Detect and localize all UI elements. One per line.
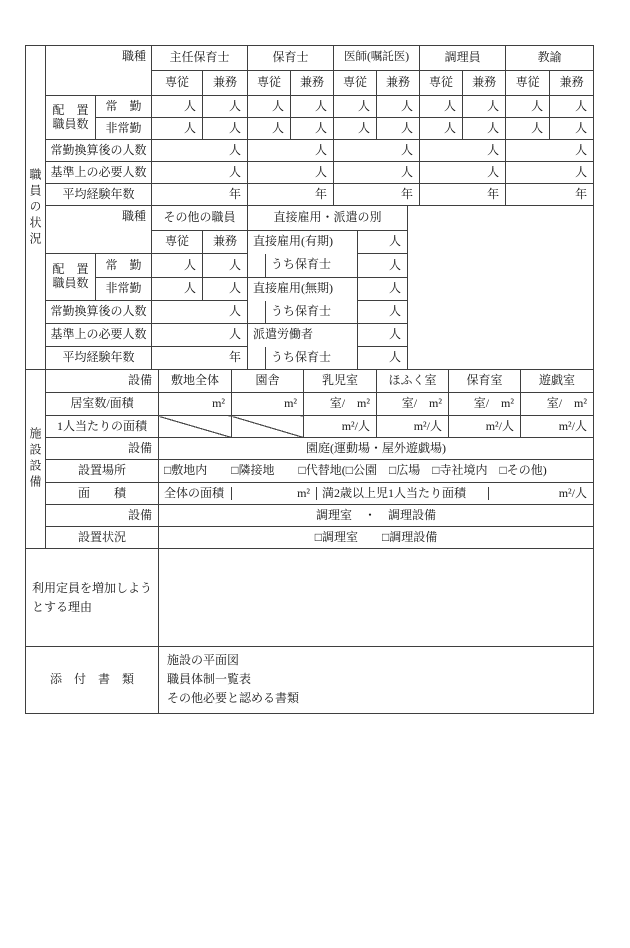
- total-area-value: m²: [232, 487, 317, 501]
- staff-section-cell: [25, 45, 46, 370]
- reason-value-cell: [159, 549, 594, 647]
- facility-col-site: 敷地全体: [159, 370, 232, 393]
- rooms-area-cell: 室/ m²: [377, 393, 449, 416]
- total-area-label: 全体の面積: [159, 487, 232, 501]
- avg-years-row-label: 平均経験年数: [46, 184, 152, 206]
- equipment-header: 設備: [46, 505, 159, 527]
- avg-years-cell: 年: [248, 184, 334, 206]
- garden-cell: 園庭(運動場・屋外遊戯場): [159, 438, 594, 460]
- avg-years-cell: 年: [152, 347, 248, 370]
- job-type-header: 職種: [46, 46, 152, 96]
- required-cell: 人: [248, 162, 334, 184]
- required-cell: 人: [152, 324, 248, 347]
- placement-count-label: 配 置 職員数: [46, 254, 96, 301]
- count-cell: 人: [358, 231, 408, 254]
- facility-col-childcare: 保育室: [449, 370, 521, 393]
- job-type-childcare: 保育士: [248, 46, 334, 71]
- duty-full-header: 専従: [152, 231, 203, 254]
- count-cell: 人: [463, 96, 506, 118]
- facility-section-cell: [25, 369, 46, 549]
- required-row-label: 基準上の必要人数: [46, 324, 152, 347]
- count-cell: 人: [152, 96, 203, 118]
- required-row-label: 基準上の必要人数: [46, 162, 152, 184]
- kitchen-cell: 調理室 ・ 調理設備: [159, 505, 594, 527]
- count-cell: 人: [550, 118, 594, 140]
- job-type-doctor: 医師(嘱託医): [334, 46, 420, 71]
- duty-full-header: 専従: [248, 71, 291, 96]
- reason-row-label: 利用定員を増加しようとする理由: [26, 549, 159, 647]
- job-type-chief: 主任保育士: [152, 46, 248, 71]
- count-cell: 人: [291, 118, 334, 140]
- count-cell: 人: [550, 96, 594, 118]
- count-cell: 人: [358, 347, 408, 370]
- staff-section-label: 職員の状況: [28, 167, 42, 248]
- per-child-area-label: 満2歳以上児1人当たり面積: [317, 487, 489, 501]
- duty-part-header: 兼務: [463, 71, 506, 96]
- duty-part-header: 兼務: [203, 71, 248, 96]
- facility-section-label: 施設設備: [28, 427, 42, 491]
- equipment-header: 設備: [46, 370, 159, 393]
- childcare-subrow-label: うち保育士: [266, 301, 358, 324]
- avg-years-row-label: 平均経験年数: [46, 347, 152, 370]
- count-cell: 人: [291, 96, 334, 118]
- duty-full-header: 専従: [334, 71, 377, 96]
- attachment-item: 職員体制一覧表: [167, 672, 252, 687]
- kitchen-status-options-cell: □調理室 □調理設備: [159, 527, 594, 549]
- emp-dispatch-label: 派遣労働者: [248, 324, 358, 347]
- facility-col-play: 遊戯室: [521, 370, 594, 393]
- attachments-list-cell: [159, 647, 594, 714]
- status-row-label: 設置状況: [46, 527, 159, 549]
- area-cell: m²: [159, 393, 232, 416]
- duty-part-header: 兼務: [550, 71, 594, 96]
- attachment-item: 施設の平面図: [167, 653, 240, 667]
- fulltime-row-label: 常 勤: [96, 96, 152, 118]
- location-row-label: 設置場所: [46, 460, 159, 483]
- count-cell: 人: [203, 96, 248, 118]
- count-cell: 人: [358, 324, 408, 347]
- count-cell: 人: [506, 118, 550, 140]
- childcare-subrow-label: うち保育士: [266, 254, 358, 278]
- count-cell: 人: [334, 96, 377, 118]
- emp-fixed-term-label: 直接雇用(有期): [248, 231, 358, 254]
- count-cell: 人: [248, 96, 291, 118]
- facility-col-crawling: ほふく室: [377, 370, 449, 393]
- emp-permanent-label: 直接雇用(無期): [248, 278, 358, 301]
- employment-blank-cell: [408, 206, 594, 370]
- parttime-row-label: 非常勤: [96, 118, 152, 140]
- diagonal-na-cell: [232, 416, 304, 438]
- rooms-area-cell: 室/ m²: [449, 393, 521, 416]
- per-person-cell: m²/人: [521, 416, 594, 438]
- avg-years-cell: 年: [334, 184, 420, 206]
- duty-full-header: 専従: [506, 71, 550, 96]
- area-cell: m²: [232, 393, 304, 416]
- facility-col-infant: 乳児室: [304, 370, 377, 393]
- bottom-table: [25, 548, 594, 714]
- application-form-table: [25, 45, 593, 710]
- count-cell: 人: [334, 118, 377, 140]
- count-cell: 人: [420, 118, 463, 140]
- childcare-subrow-label: うち保育士: [266, 347, 358, 370]
- fte-cell: 人: [334, 140, 420, 162]
- fte-cell: 人: [420, 140, 506, 162]
- diagonal-na-cell: [159, 416, 232, 438]
- fte-cell: 人: [506, 140, 594, 162]
- count-cell: 人: [358, 278, 408, 301]
- employment-type-header: 直接雇用・派遣の別: [248, 206, 408, 231]
- count-cell: 人: [377, 96, 420, 118]
- count-cell: 人: [248, 118, 291, 140]
- rooms-area-cell: 室/ m²: [521, 393, 594, 416]
- per-child-area-value: m²/人: [558, 485, 587, 500]
- required-cell: 人: [152, 162, 248, 184]
- required-cell: 人: [334, 162, 420, 184]
- area-row-label: 面 積: [46, 483, 159, 505]
- attachment-item: その他必要と認める書類: [167, 691, 300, 706]
- count-cell: 人: [420, 96, 463, 118]
- other-staff-table: [45, 205, 594, 370]
- avg-years-cell: 年: [420, 184, 506, 206]
- count-cell: 人: [463, 118, 506, 140]
- per-person-cell: m²/人: [449, 416, 521, 438]
- job-type-cook: 調理員: [420, 46, 506, 71]
- duty-part-header: 兼務: [291, 71, 334, 96]
- rooms-area-row-label: 居室数/面積: [46, 393, 159, 416]
- fte-cell: 人: [248, 140, 334, 162]
- fte-row-label: 常勤換算後の人数: [46, 140, 152, 162]
- count-cell: 人: [358, 254, 408, 278]
- required-cell: 人: [506, 162, 594, 184]
- count-cell: 人: [152, 278, 203, 301]
- indent-spacer-cell: [248, 301, 266, 324]
- equipment-header: 設備: [46, 438, 159, 460]
- staff-main-table: [45, 45, 594, 206]
- count-cell: 人: [506, 96, 550, 118]
- area-values-cell: [159, 483, 594, 505]
- required-cell: 人: [420, 162, 506, 184]
- duty-part-header: 兼務: [203, 231, 248, 254]
- indent-spacer-cell: [248, 347, 266, 370]
- count-cell: 人: [377, 118, 420, 140]
- duty-part-header: 兼務: [377, 71, 420, 96]
- count-cell: 人: [203, 118, 248, 140]
- avg-years-cell: 年: [506, 184, 594, 206]
- indent-spacer-cell: [248, 254, 266, 278]
- count-cell: 人: [152, 118, 203, 140]
- facility-table: [45, 369, 594, 549]
- fulltime-row-label: 常 勤: [96, 254, 152, 278]
- placement-count-label: 配 置 職員数: [46, 96, 96, 140]
- duty-full-header: 専従: [420, 71, 463, 96]
- other-staff-header: その他の職員: [152, 206, 248, 231]
- fte-cell: 人: [152, 140, 248, 162]
- per-person-row-label: 1人当たりの面積: [46, 416, 159, 438]
- count-cell: 人: [203, 278, 248, 301]
- duty-full-header: 専従: [152, 71, 203, 96]
- parttime-row-label: 非常勤: [96, 278, 152, 301]
- job-type-header: 職種: [46, 206, 152, 254]
- job-type-teacher: 教諭: [506, 46, 594, 71]
- fte-row-label: 常勤換算後の人数: [46, 301, 152, 324]
- location-options-cell: □敷地内 □隣接地 □代替地(□公園 □広場 □寺社境内 □その他): [159, 460, 594, 483]
- count-cell: 人: [203, 254, 248, 278]
- attachments-row-label: 添 付 書 類: [26, 647, 159, 714]
- count-cell: 人: [152, 254, 203, 278]
- rooms-area-cell: 室/ m²: [304, 393, 377, 416]
- facility-col-building: 園舎: [232, 370, 304, 393]
- count-cell: 人: [358, 301, 408, 324]
- fte-cell: 人: [152, 301, 248, 324]
- per-person-cell: m²/人: [304, 416, 377, 438]
- avg-years-cell: 年: [152, 184, 248, 206]
- per-person-cell: m²/人: [377, 416, 449, 438]
